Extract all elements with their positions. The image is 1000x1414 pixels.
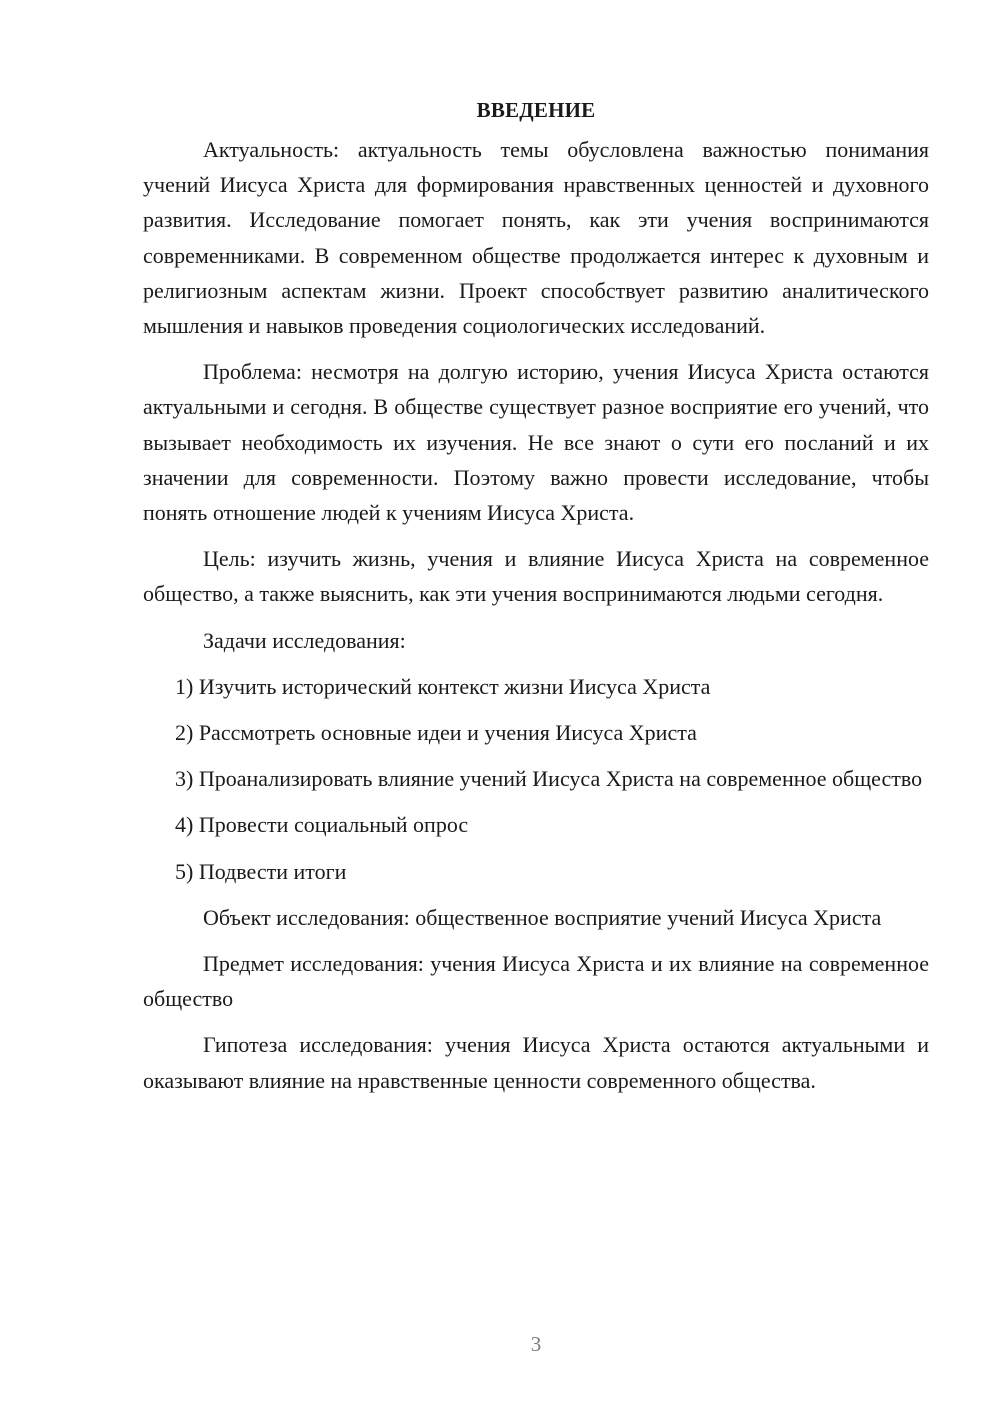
document-page (143, 90, 929, 1098)
subject-paragraph: Предмет исследования: учения Иисуса Христа и их влияние на современное общество (143, 951, 929, 1012)
problem-paragraph: Проблема: несмотря на долгую историю, учения Иисуса Христа остаются актуальными и сегодня. В обществе существует разное восприятие его учений, что вызывает необходимость их изучения. Не все знают о сути его посланий и их значении для современности. Поэтому важно провести исследование, чтобы понять отношение людей к учениям Иисуса Христа. (143, 359, 929, 526)
list-item: 2) Рассмотреть основные идеи и учения Иисуса Христа (175, 720, 697, 746)
relevance-paragraph: Актуальность: актуальность темы обусловлена важностью понимания учений Иисуса Христа для формирования нравственных ценностей и духовного развития. Исследование помогает понять, как эти учения воспринимаются современниками. В современном обществе продолжается интерес к духовным и религиозным аспектам жизни. Проект способствует развитию аналитического мышления и навыков проведения социологических исследований. (143, 137, 929, 339)
list-item: 1) Изучить исторический контекст жизни Иисуса Христа (175, 673, 711, 699)
tasks-heading: Задачи исследования: (203, 627, 406, 653)
object-paragraph: Объект исследования: общественное восприятие учений Иисуса Христа (203, 904, 882, 930)
goal-paragraph: Цель: изучить жизнь, учения и влияние Иисуса Христа на современное общество, а также выяснить, как эти учения воспринимаются людьми сегодня. (143, 546, 929, 607)
hypothesis-paragraph: Гипотеза исследования: учения Иисуса Христа остаются актуальными и оказывают влияние на нравственные ценности современного общества. (143, 1032, 929, 1093)
list-item: 4) Провести социальный опрос (175, 812, 469, 838)
page-number: 3 (530, 1332, 542, 1356)
list-item: 3) Проанализировать влияние учений Иисуса Христа на современное общество (175, 766, 923, 792)
page-title: ВВЕДЕНИЕ (476, 98, 596, 122)
list-item: 5) Подвести итоги (175, 858, 347, 884)
